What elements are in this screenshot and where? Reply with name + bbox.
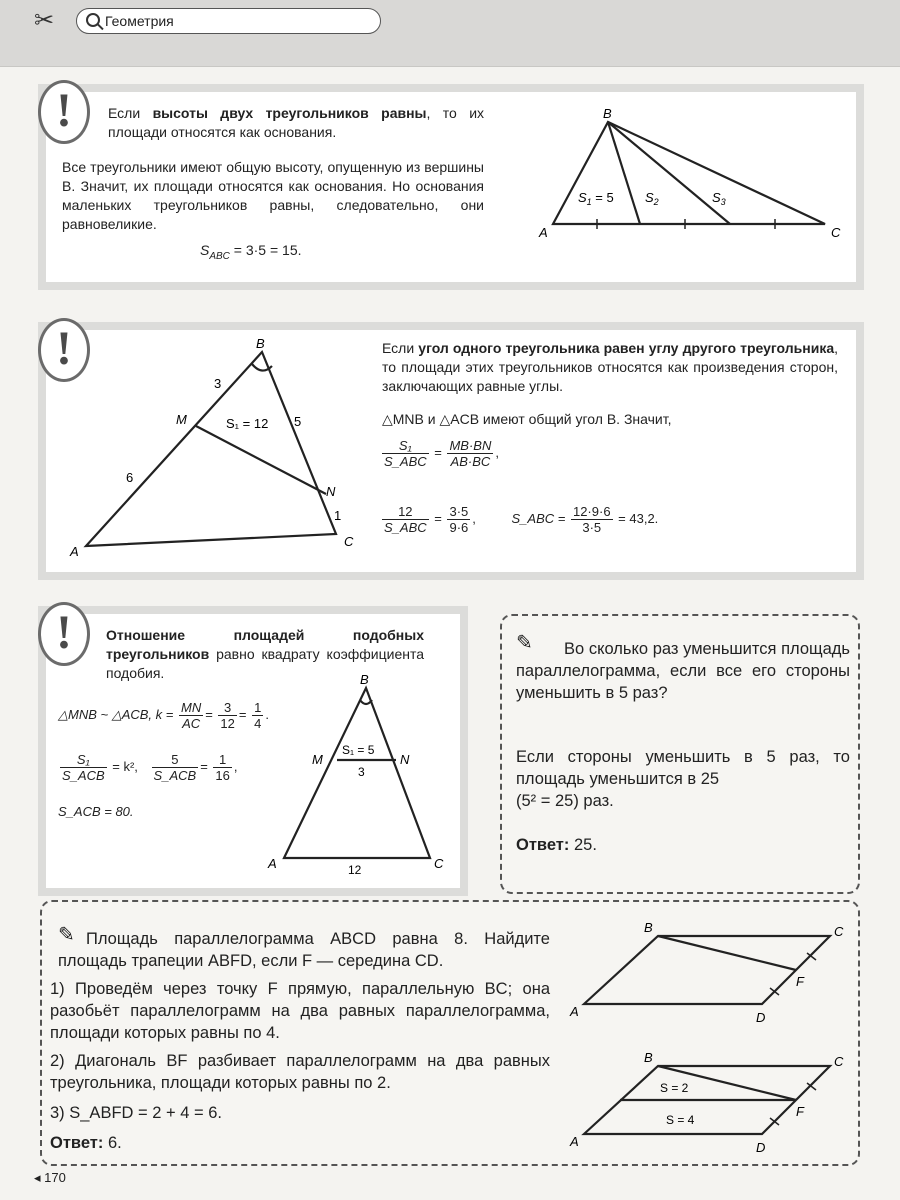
- svg-text:3: 3: [214, 376, 222, 391]
- page-number: ◂ 170: [34, 1170, 66, 1185]
- task1-question: Во сколько раз уменьшится площадь параллелограмма, если все его стороны уменьшить в 5 раз?: [516, 640, 850, 702]
- rule2-common-angle: △MNB и △ACB имеют общий угол B. Значит,: [382, 411, 672, 427]
- exclamation-icon: !: [38, 318, 90, 382]
- label-S3: $S_3$: [712, 190, 726, 207]
- rule3-statement: Отношение площадей подобных треугольников равно квадрату коэффициента подобия.: [106, 627, 424, 681]
- rule3-ratio: $\frac{\text{S₁}}{\text{S\_ACB}}$ = k², $\frac{5}{\text{S\_ACB}}$ = $\frac{1}{16}$ ,: [62, 752, 238, 783]
- svg-text:S₁ = 5: S₁ = 5: [342, 743, 375, 757]
- rule1-explanation: Все треугольники имеют общую высоту, опущенную из вершины B. Значит, их площади относятся как основания. Но основания маленьких треугольников равны, следовательно, они равновеликие.: [62, 159, 484, 232]
- svg-text:S = 4: S = 4: [666, 1113, 695, 1127]
- task2-step3: 3) S_ABFD = 2 + 4 = 6.: [50, 1104, 222, 1122]
- rule2-formula-2: $\frac{12}{\text{S\_ABC}}$ = $\frac{3\cdot 5}{9\cdot 6}$ , S_ABC = $\frac{12\cdot 9\cdot 6}{3\cdot 5}$ = 43,2.: [384, 504, 659, 535]
- svg-text:1: 1: [334, 508, 342, 523]
- svg-text:C: C: [434, 856, 444, 871]
- svg-text:C: C: [344, 534, 354, 549]
- svg-text:S₁ = 12: S₁ = 12: [226, 416, 269, 431]
- svg-text:C: C: [834, 924, 844, 939]
- svg-text:12: 12: [348, 863, 362, 877]
- svg-text:A: A: [570, 1134, 579, 1149]
- rule1-statement: Если высоты двух треугольников равны, то их площади относятся как основания.: [108, 105, 485, 140]
- svg-text:B: B: [644, 920, 653, 935]
- rule3-similarity: △MNB ~ △ACB, k = $\frac{MN}{AC}$ = $\frac{3}{12}$ = $\frac{1}{4}$ .: [58, 700, 269, 731]
- svg-text:C: C: [834, 1054, 844, 1069]
- svg-text:3: 3: [358, 765, 365, 779]
- task1-answer: Ответ: 25.: [516, 836, 597, 854]
- svg-text:5: 5: [294, 414, 302, 429]
- svg-text:A: A: [70, 544, 79, 559]
- svg-text:A: A: [570, 1004, 579, 1019]
- rule1-formula: $S_{ABC} = 3\cdot 5 = 15$.: [200, 242, 302, 262]
- svg-text:A: A: [268, 856, 277, 871]
- label-S2: $S_2$: [645, 190, 659, 207]
- search-icon: [86, 13, 100, 27]
- rule2-statement: Если угол одного треугольника равен углу другого треугольника, то площади этих треугольников относятся как произведения сторон, заключающих равные углы.: [382, 340, 839, 394]
- exclamation-icon: !: [38, 602, 90, 666]
- svg-text:B: B: [256, 336, 265, 351]
- svg-text:S = 2: S = 2: [660, 1081, 689, 1095]
- svg-text:B: B: [644, 1050, 653, 1065]
- task2-step1: 1) Проведём через точку F прямую, параллельную BC; она разобьёт параллелограмм на два равных параллелограмма, площади которых равны по 4.: [50, 980, 550, 1042]
- exclamation-icon: !: [38, 80, 90, 144]
- svg-text:6: 6: [126, 470, 134, 485]
- svg-text:N: N: [400, 752, 410, 767]
- svg-text:B: B: [360, 672, 369, 687]
- svg-text:F: F: [796, 1104, 804, 1119]
- label-B: B: [603, 106, 612, 121]
- task2-figure-1: [562, 916, 848, 1028]
- task2-question: Площадь параллелограмма ABCD равна 8. Найдите площадь трапеции ABFD, если F — середина CD.: [58, 930, 550, 970]
- task2-step2: 2) Диагональ BF разбивает параллелограмм на два равных треугольника, площади которых равны по 2.: [50, 1052, 550, 1092]
- task2-answer: Ответ: 6.: [50, 1134, 122, 1152]
- svg-text:M: M: [312, 752, 323, 767]
- triangle-left-icon: ◂: [34, 1170, 41, 1185]
- rule2-figure: [62, 334, 362, 560]
- rule2-formula-1: $\frac{\text{S₁}}{\text{S\_ABC}}$ = $\frac{MB\cdot BN}{AB\cdot BC}$ ,: [384, 438, 499, 469]
- svg-text:M: M: [176, 412, 187, 427]
- rule3-figure: [262, 670, 458, 880]
- label-C: C: [831, 225, 841, 240]
- rule3-result: S_ACB = 80.: [58, 804, 134, 819]
- label-A: A: [539, 225, 548, 240]
- svg-text:D: D: [756, 1010, 766, 1025]
- task2-figure-2: [562, 1046, 848, 1158]
- label-S1: $S_1 = 5$: [578, 190, 614, 207]
- rule1-figure: [535, 104, 855, 244]
- search-field[interactable]: Геометрия: [76, 8, 381, 34]
- svg-text:F: F: [796, 974, 804, 989]
- scissors-icon: ✂: [34, 7, 55, 34]
- pencil-icon: ✎: [58, 924, 75, 946]
- pencil-icon: ✎: [516, 632, 533, 654]
- svg-text:D: D: [756, 1140, 766, 1155]
- task1-solution: Если стороны уменьшить в 5 раз, то площадь уменьшится в 25 (5² = 25) раз.: [516, 748, 850, 810]
- svg-text:N: N: [326, 484, 336, 499]
